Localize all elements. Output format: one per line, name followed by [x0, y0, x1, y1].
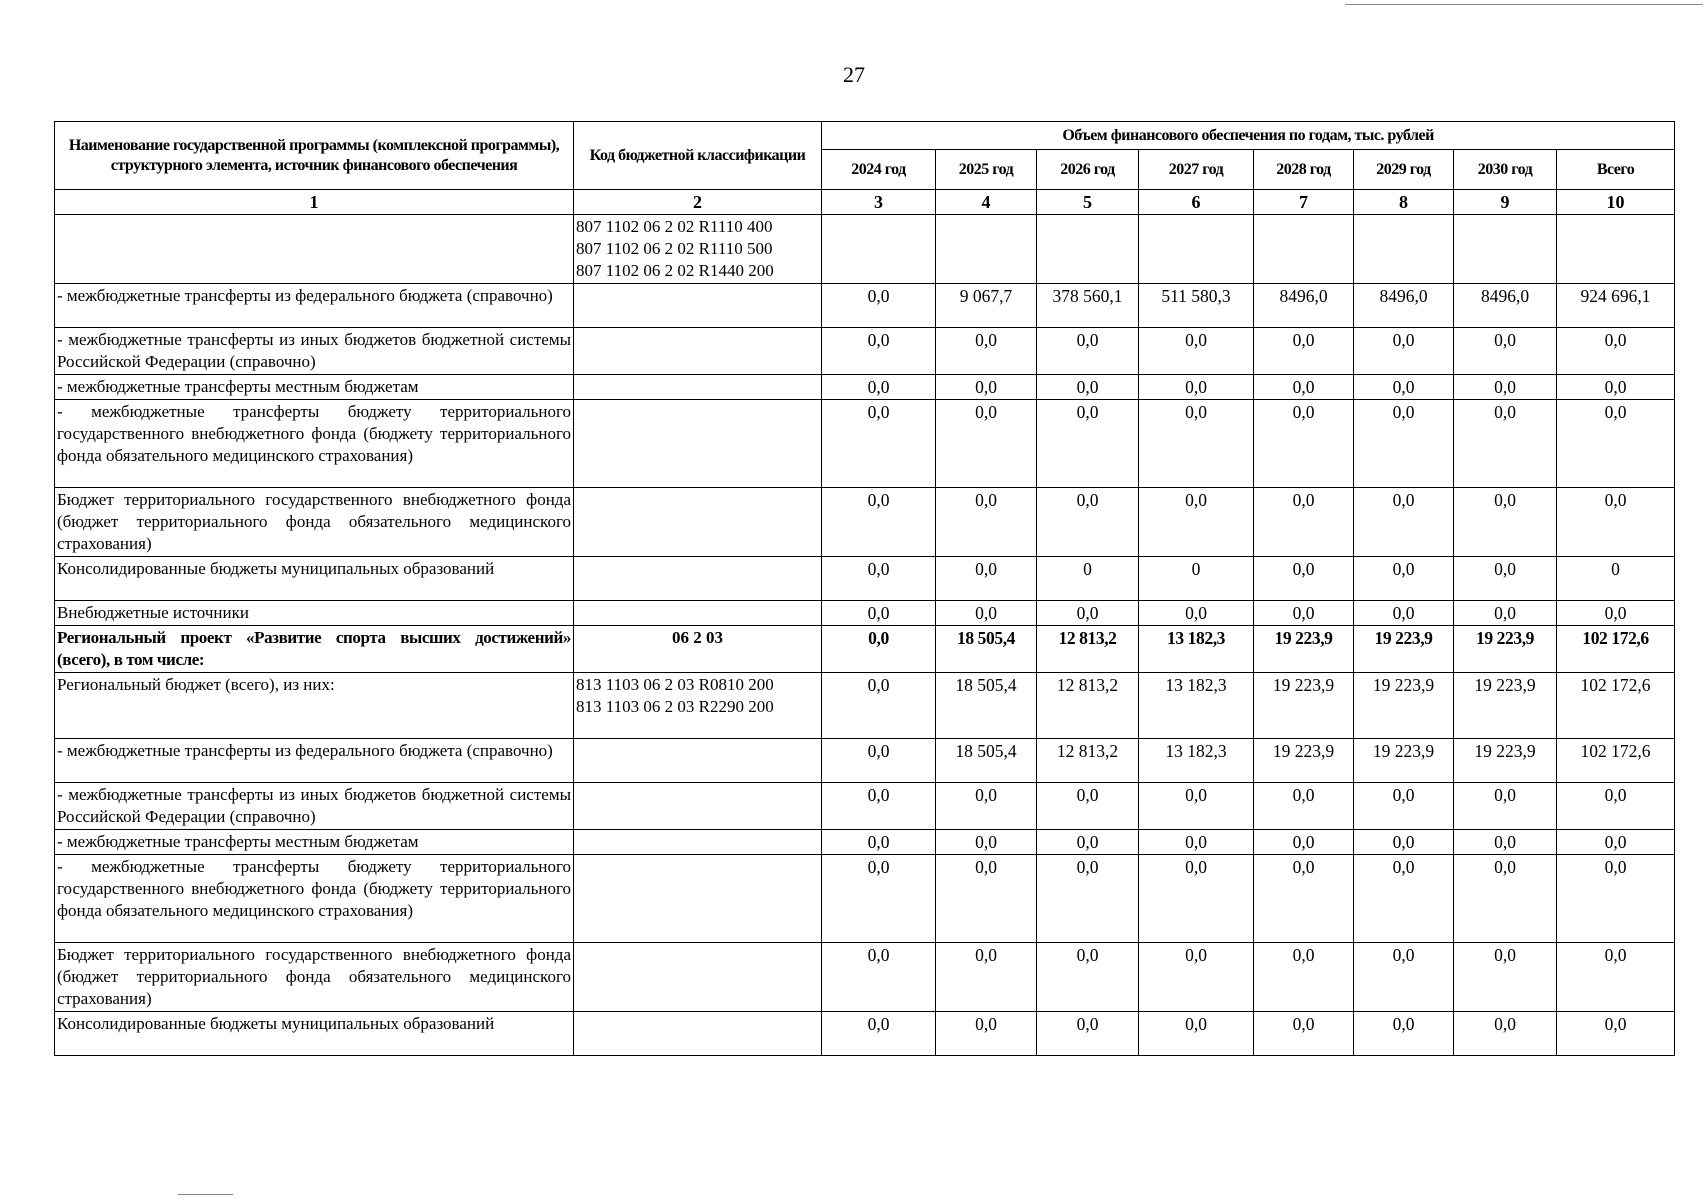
column-number-cell: 7	[1254, 190, 1354, 215]
row-total-cell: 0,0	[1557, 830, 1675, 855]
row-year-value-cell	[822, 215, 936, 284]
row-year-value-cell: 0,0	[1139, 601, 1254, 626]
row-name-cell: Региональный проект «Развитие спорта высших достижений» (всего), в том числе:	[55, 626, 574, 673]
table-row	[55, 215, 1675, 284]
row-year-value-cell: 0,0	[1454, 830, 1557, 855]
row-year-value-cell: 0,0	[822, 943, 936, 1012]
row-year-value-cell: 19 223,9	[1454, 673, 1557, 739]
table-row	[55, 626, 1675, 673]
row-year-value-cell: 0,0	[1037, 400, 1139, 488]
row-year-value-cell: 0,0	[1454, 601, 1557, 626]
row-year-value-cell: 0,0	[1037, 830, 1139, 855]
column-number-cell: 8	[1354, 190, 1454, 215]
row-year-value-cell: 0,0	[822, 626, 936, 673]
row-total-cell: 0,0	[1557, 783, 1675, 830]
row-year-value-cell: 0,0	[822, 673, 936, 739]
row-name-cell: - межбюджетные трансферты бюджету территориального государственного внебюджетного фонда (бюджету территориального фонда обязательного медицинского страхования)	[55, 400, 574, 488]
row-year-value-cell: 0,0	[822, 783, 936, 830]
column-number-cell: 9	[1454, 190, 1557, 215]
row-code-cell	[574, 488, 822, 557]
row-year-value-cell: 511 580,3	[1139, 284, 1254, 328]
row-name-cell: - межбюджетные трансферты из иных бюджетов бюджетной системы Российской Федерации (справочно)	[55, 783, 574, 830]
row-year-value-cell: 0,0	[1354, 943, 1454, 1012]
table-row	[55, 328, 1675, 375]
row-year-value-cell: 0,0	[1354, 783, 1454, 830]
header-volume-group: Объем финансового обеспечения по годам, тыс. рублей	[822, 122, 1675, 150]
row-year-value-cell: 0,0	[1354, 488, 1454, 557]
row-year-value-cell	[1254, 215, 1354, 284]
row-year-value-cell: 0	[1139, 557, 1254, 601]
row-year-value-cell: 0,0	[822, 601, 936, 626]
row-year-value-cell: 9 067,7	[936, 284, 1037, 328]
row-year-value-cell: 0,0	[1454, 855, 1557, 943]
row-total-cell: 0,0	[1557, 375, 1675, 400]
row-year-value-cell: 0,0	[1139, 855, 1254, 943]
row-name-cell: - межбюджетные трансферты из федерального бюджета (справочно)	[55, 284, 574, 328]
row-code-cell	[574, 215, 822, 284]
row-total-cell: 102 172,6	[1557, 739, 1675, 783]
row-total-cell: 0,0	[1557, 855, 1675, 943]
row-year-value-cell: 0,0	[1037, 488, 1139, 557]
row-year-value-cell: 0,0	[1139, 830, 1254, 855]
header-year-cell: 2026 год	[1037, 150, 1139, 190]
row-year-value-cell: 378 560,1	[1037, 284, 1139, 328]
table-row	[55, 557, 1675, 601]
header-year-cell: 2027 год	[1139, 150, 1254, 190]
column-number-cell: 2	[574, 190, 822, 215]
row-total-cell: 0,0	[1557, 488, 1675, 557]
row-year-value-cell: 19 223,9	[1354, 626, 1454, 673]
row-year-value-cell: 0,0	[822, 830, 936, 855]
row-year-value-cell: 0,0	[1454, 1012, 1557, 1056]
row-year-value-cell: 0,0	[1254, 601, 1354, 626]
budget-code: 813 1103 06 2 03 R0810 200	[576, 675, 774, 694]
row-code-cell	[574, 557, 822, 601]
table-row	[55, 1012, 1675, 1056]
row-total-cell: 0,0	[1557, 943, 1675, 1012]
row-year-value-cell: 0,0	[1139, 783, 1254, 830]
row-year-value-cell: 0,0	[1454, 783, 1557, 830]
table-row	[55, 673, 1675, 739]
row-year-value-cell: 19 223,9	[1354, 739, 1454, 783]
row-year-value-cell: 0,0	[1454, 400, 1557, 488]
header-year-cell: 2024 год	[822, 150, 936, 190]
column-number-cell: 1	[55, 190, 574, 215]
page-number: 27	[843, 62, 865, 87]
column-number-cell: 3	[822, 190, 936, 215]
header-year-cell: 2029 год	[1354, 150, 1454, 190]
row-code-cell	[574, 328, 822, 375]
row-year-value-cell: 0,0	[936, 783, 1037, 830]
row-year-value-cell: 0,0	[1354, 400, 1454, 488]
row-year-value-cell: 0,0	[822, 488, 936, 557]
row-year-value-cell: 0,0	[1037, 375, 1139, 400]
row-year-value-cell: 18 505,4	[936, 739, 1037, 783]
row-year-value-cell: 0,0	[1454, 375, 1557, 400]
row-total-cell: 102 172,6	[1557, 673, 1675, 739]
row-year-value-cell: 0,0	[936, 830, 1037, 855]
table-row	[55, 375, 1675, 400]
row-year-value-cell: 0,0	[1139, 1012, 1254, 1056]
column-number-cell: 10	[1557, 190, 1675, 215]
row-year-value-cell: 0,0	[1454, 557, 1557, 601]
table-row	[55, 830, 1675, 855]
budget-code: 807 1102 06 2 02 R1110 500	[576, 239, 773, 258]
row-year-value-cell: 0,0	[936, 375, 1037, 400]
budget-code: 06 2 03	[672, 628, 723, 647]
row-year-value-cell: 0,0	[822, 557, 936, 601]
row-code-cell	[574, 943, 822, 1012]
row-year-value-cell: 0,0	[1139, 375, 1254, 400]
row-name-cell: - межбюджетные трансферты из федерального бюджета (справочно)	[55, 739, 574, 783]
row-name-cell: Консолидированные бюджеты муниципальных образований	[55, 1012, 574, 1056]
row-year-value-cell: 0	[1037, 557, 1139, 601]
row-name-cell: Консолидированные бюджеты муниципальных образований	[55, 557, 574, 601]
row-year-value-cell: 13 182,3	[1139, 626, 1254, 673]
row-year-value-cell: 0,0	[1254, 488, 1354, 557]
row-year-value-cell: 0,0	[1254, 375, 1354, 400]
row-year-value-cell: 0,0	[1454, 488, 1557, 557]
header-year-cell: 2025 год	[936, 150, 1037, 190]
row-year-value-cell: 0,0	[1037, 855, 1139, 943]
row-name-cell: - межбюджетные трансферты местным бюджетам	[55, 830, 574, 855]
header-code-column: Код бюджетной классификации	[574, 122, 822, 190]
row-code-cell	[574, 673, 822, 739]
row-year-value-cell: 0,0	[1037, 328, 1139, 375]
row-year-value-cell: 8496,0	[1454, 284, 1557, 328]
scan-artifact-line	[1345, 4, 1703, 5]
row-year-value-cell: 0,0	[1354, 855, 1454, 943]
row-year-value-cell: 0,0	[1354, 557, 1454, 601]
row-year-value-cell: 0,0	[936, 943, 1037, 1012]
row-year-value-cell: 0,0	[1254, 783, 1354, 830]
row-year-value-cell: 0,0	[822, 739, 936, 783]
row-year-value-cell: 0,0	[936, 488, 1037, 557]
scan-artifact-line	[178, 1194, 233, 1195]
row-year-value-cell: 19 223,9	[1454, 739, 1557, 783]
row-code-cell	[574, 739, 822, 783]
row-name-cell: Внебюджетные источники	[55, 601, 574, 626]
table-row	[55, 943, 1675, 1012]
row-year-value-cell: 0,0	[822, 855, 936, 943]
table-row	[55, 783, 1675, 830]
row-year-value-cell: 0,0	[936, 601, 1037, 626]
row-year-value-cell: 0,0	[936, 1012, 1037, 1056]
row-year-value-cell: 19 223,9	[1454, 626, 1557, 673]
row-year-value-cell: 0,0	[1139, 328, 1254, 375]
row-year-value-cell: 0,0	[1254, 557, 1354, 601]
row-year-value-cell: 0,0	[1037, 943, 1139, 1012]
budget-code: 807 1102 06 2 02 R1440 200	[576, 261, 774, 280]
row-year-value-cell: 19 223,9	[1354, 673, 1454, 739]
row-code-cell	[574, 284, 822, 328]
row-year-value-cell: 0,0	[1254, 1012, 1354, 1056]
row-year-value-cell: 0,0	[1037, 601, 1139, 626]
row-year-value-cell: 0,0	[822, 400, 936, 488]
table-row	[55, 284, 1675, 328]
row-year-value-cell	[1139, 215, 1254, 284]
column-number-cell: 4	[936, 190, 1037, 215]
row-year-value-cell: 0,0	[1139, 400, 1254, 488]
row-year-value-cell: 0,0	[1254, 830, 1354, 855]
row-year-value-cell: 0,0	[1037, 1012, 1139, 1056]
row-total-cell	[1557, 215, 1675, 284]
header-year-cell: 2028 год	[1254, 150, 1354, 190]
row-code-cell	[574, 626, 822, 673]
row-total-cell: 0,0	[1557, 400, 1675, 488]
row-year-value-cell: 0,0	[1354, 601, 1454, 626]
row-name-cell	[55, 215, 574, 284]
row-code-cell	[574, 855, 822, 943]
row-year-value-cell: 0,0	[822, 284, 936, 328]
row-year-value-cell: 0,0	[1354, 328, 1454, 375]
row-year-value-cell: 18 505,4	[936, 626, 1037, 673]
row-year-value-cell: 0,0	[936, 400, 1037, 488]
row-year-value-cell: 0,0	[822, 1012, 936, 1056]
table-row	[55, 488, 1675, 557]
row-name-cell: Бюджет территориального государственного внебюджетного фонда (бюджет территориального фонда обязательного медицинского страхования)	[55, 943, 574, 1012]
row-year-value-cell: 0,0	[1354, 375, 1454, 400]
header-name-column: Наименование государственной программы (комплексной программы), структурного элемента, источник финансового обеспечения	[55, 122, 574, 190]
row-year-value-cell: 12 813,2	[1037, 626, 1139, 673]
row-year-value-cell	[1454, 215, 1557, 284]
row-code-cell	[574, 400, 822, 488]
table-row	[55, 400, 1675, 488]
row-year-value-cell: 19 223,9	[1254, 739, 1354, 783]
row-year-value-cell: 8496,0	[1254, 284, 1354, 328]
row-total-cell: 0,0	[1557, 1012, 1675, 1056]
row-code-cell	[574, 375, 822, 400]
row-code-cell	[574, 1012, 822, 1056]
row-year-value-cell: 18 505,4	[936, 673, 1037, 739]
column-number-cell: 5	[1037, 190, 1139, 215]
row-name-cell: Региональный бюджет (всего), из них:	[55, 673, 574, 739]
table-body	[55, 190, 1675, 1056]
row-year-value-cell: 0,0	[1254, 328, 1354, 375]
table-header	[55, 122, 1675, 190]
row-year-value-cell: 0,0	[822, 375, 936, 400]
row-year-value-cell	[1037, 215, 1139, 284]
row-year-value-cell: 19 223,9	[1254, 673, 1354, 739]
row-year-value-cell: 13 182,3	[1139, 673, 1254, 739]
row-year-value-cell: 12 813,2	[1037, 739, 1139, 783]
row-year-value-cell: 0,0	[822, 328, 936, 375]
row-total-cell: 0,0	[1557, 601, 1675, 626]
table-row	[55, 855, 1675, 943]
column-numbers-row	[55, 190, 1675, 215]
row-year-value-cell: 0,0	[936, 855, 1037, 943]
row-year-value-cell	[936, 215, 1037, 284]
row-code-cell	[574, 601, 822, 626]
row-total-cell: 102 172,6	[1557, 626, 1675, 673]
row-year-value-cell: 0,0	[1037, 783, 1139, 830]
row-year-value-cell: 0,0	[1254, 943, 1354, 1012]
row-year-value-cell: 0,0	[1454, 328, 1557, 375]
row-year-value-cell: 8496,0	[1354, 284, 1454, 328]
row-code-cell	[574, 830, 822, 855]
row-year-value-cell: 19 223,9	[1254, 626, 1354, 673]
row-year-value-cell: 13 182,3	[1139, 739, 1254, 783]
row-year-value-cell	[1354, 215, 1454, 284]
budget-code: 813 1103 06 2 03 R2290 200	[576, 697, 774, 716]
row-code-cell	[574, 783, 822, 830]
row-year-value-cell: 0,0	[936, 328, 1037, 375]
row-total-cell: 924 696,1	[1557, 284, 1675, 328]
row-year-value-cell: 12 813,2	[1037, 673, 1139, 739]
row-year-value-cell: 0,0	[1354, 830, 1454, 855]
row-year-value-cell: 0,0	[1254, 400, 1354, 488]
row-year-value-cell: 0,0	[1139, 488, 1254, 557]
row-name-cell: - межбюджетные трансферты из иных бюджетов бюджетной системы Российской Федерации (справочно)	[55, 328, 574, 375]
row-total-cell: 0,0	[1557, 328, 1675, 375]
row-year-value-cell: 0,0	[1454, 943, 1557, 1012]
row-year-value-cell: 0,0	[936, 557, 1037, 601]
row-total-cell: 0	[1557, 557, 1675, 601]
budget-code: 807 1102 06 2 02 R1110 400	[576, 217, 773, 236]
row-year-value-cell: 0,0	[1254, 855, 1354, 943]
column-number-cell: 6	[1139, 190, 1254, 215]
header-year-cell: Всего	[1557, 150, 1675, 190]
row-name-cell: - межбюджетные трансферты местным бюджетам	[55, 375, 574, 400]
header-year-cell: 2030 год	[1454, 150, 1557, 190]
table-row	[55, 739, 1675, 783]
row-name-cell: - межбюджетные трансферты бюджету территориального государственного внебюджетного фонда (бюджету территориального фонда обязательного медицинского страхования)	[55, 855, 574, 943]
table-row	[55, 601, 1675, 626]
row-name-cell: Бюджет территориального государственного внебюджетного фонда (бюджет территориального фонда обязательного медицинского страхования)	[55, 488, 574, 557]
financing-table	[54, 121, 1675, 1056]
row-year-value-cell: 0,0	[1139, 943, 1254, 1012]
row-year-value-cell: 0,0	[1354, 1012, 1454, 1056]
